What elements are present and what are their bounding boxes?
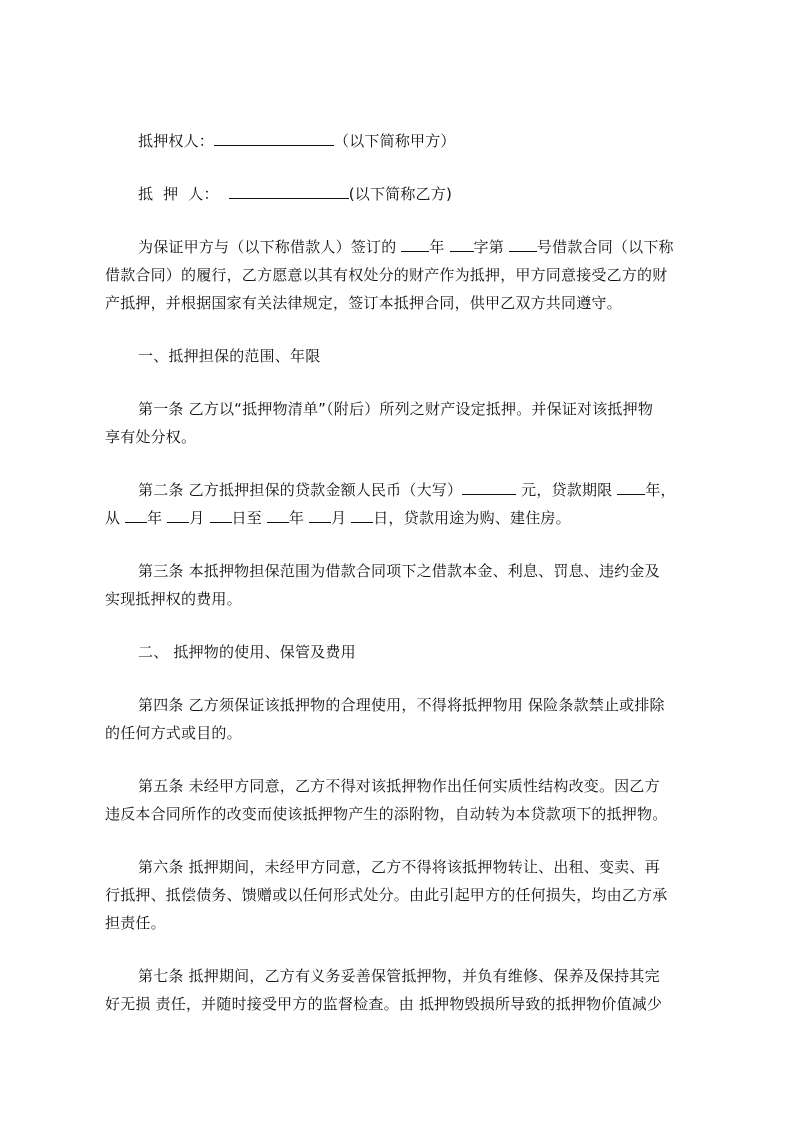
mortgagor-label: 抵 押 人： — [138, 185, 219, 203]
mortgagee-blank — [214, 131, 334, 146]
article-6-line-2: 行抵押、抵偿债务、馈赠或以任何形式处分。由此引起甲方的任何损失，均由乙方承 — [105, 886, 668, 904]
preamble-line-1 — [105, 237, 738, 257]
preamble-text-d: 号借款合同（以下称 — [536, 238, 674, 256]
amount-blank — [462, 480, 516, 495]
start-day-label: 日至 — [231, 509, 262, 527]
article-1-line-2: 享有处分权。 — [105, 428, 197, 446]
section-heading-2: 二、 抵押物的使用、保管及费用 — [138, 643, 356, 661]
article-2-text-c: 年， — [645, 481, 676, 499]
mortgagee-label: 抵押权人： — [138, 132, 215, 150]
end-year-blank — [267, 508, 289, 523]
number-blank — [509, 237, 537, 252]
article-6-line-3: 担责任。 — [105, 914, 166, 932]
mortgagee-line — [105, 131, 738, 151]
end-month-label: 月 — [331, 509, 347, 527]
article-3-line-2: 实现抵押权的费用。 — [105, 590, 242, 608]
char-blank — [450, 237, 474, 252]
article-5-line-1: 第五条 未经甲方同意，乙方不得对该抵押物作出任何实质性结构改变。因乙方 — [138, 777, 660, 795]
preamble-line-2: 借款合同）的履行，乙方愿意以其有权处分的财产作为抵押，甲方同意接受乙方的财 — [105, 266, 668, 284]
start-day-blank — [210, 508, 232, 523]
preamble-text-a: 为保证甲方与（以下称借款人）签订的 — [138, 238, 397, 256]
article-7-line-2: 好无损 责任，并随时接受甲方的监督检查。由 抵押物毁损所导致的抵押物价值减少 — [105, 995, 663, 1013]
end-day-blank — [351, 508, 373, 523]
article-2-text-a: 第二条 乙方抵押担保的贷款金额人民币（大写） — [138, 481, 463, 499]
article-4-line-1: 第四条 乙方须保证该抵押物的合理使用，不得将抵押物用 保险条款禁止或排除 — [138, 696, 665, 714]
mortgagee-suffix: （以下简称甲方） — [334, 132, 456, 150]
start-year-label: 年 — [147, 509, 163, 527]
article-2-line-1 — [105, 480, 738, 500]
year-blank — [401, 237, 429, 252]
preamble-line-3: 产抵押，并根据国家有关法律规定，签订本抵押合同，供甲乙双方共同遵守。 — [105, 294, 622, 312]
article-6-line-1: 第六条 抵押期间，未经甲方同意，乙方不得将该抵押物转让、出租、变卖、再 — [138, 858, 660, 876]
mortgagor-line — [105, 184, 738, 204]
article-2-from: 从 — [105, 509, 121, 527]
preamble-text-c: 字第 — [473, 238, 504, 256]
article-3-line-1: 第三条 本抵押物担保范围为借款合同项下之借款本金、利息、罚息、违约金及 — [138, 562, 660, 580]
article-5-line-2: 违反本合同所作的改变而使该抵押物产生的添附物，自动转为本贷款项下的抵押物。 — [105, 805, 668, 823]
start-year-blank — [125, 508, 147, 523]
mortgagor-suffix: (以下简称乙方) — [348, 185, 452, 203]
start-month-label: 月 — [189, 509, 205, 527]
end-day-label: 日，贷款用途为购、建住房。 — [373, 509, 571, 527]
preamble-text-b: 年 — [429, 238, 445, 256]
article-1-line-1: 第一条 乙方以“抵押物清单”（附后）所列之财产设定抵押。并保证对该抵押物 — [138, 400, 654, 418]
mortgagor-blank — [229, 184, 349, 199]
article-2-text-b: 元，贷款期限 — [521, 481, 613, 499]
term-blank — [617, 480, 645, 495]
article-2-line-2 — [105, 508, 705, 528]
article-4-line-2: 的任何方式或目的。 — [105, 724, 242, 742]
start-month-blank — [167, 508, 189, 523]
section-heading-1: 一、抵押担保的范围、年限 — [138, 347, 321, 365]
end-month-blank — [309, 508, 331, 523]
end-year-label: 年 — [288, 509, 305, 527]
article-7-line-1: 第七条 抵押期间，乙方有义务妥善保管抵押物，并负有维修、保养及保持其完 — [138, 967, 660, 985]
